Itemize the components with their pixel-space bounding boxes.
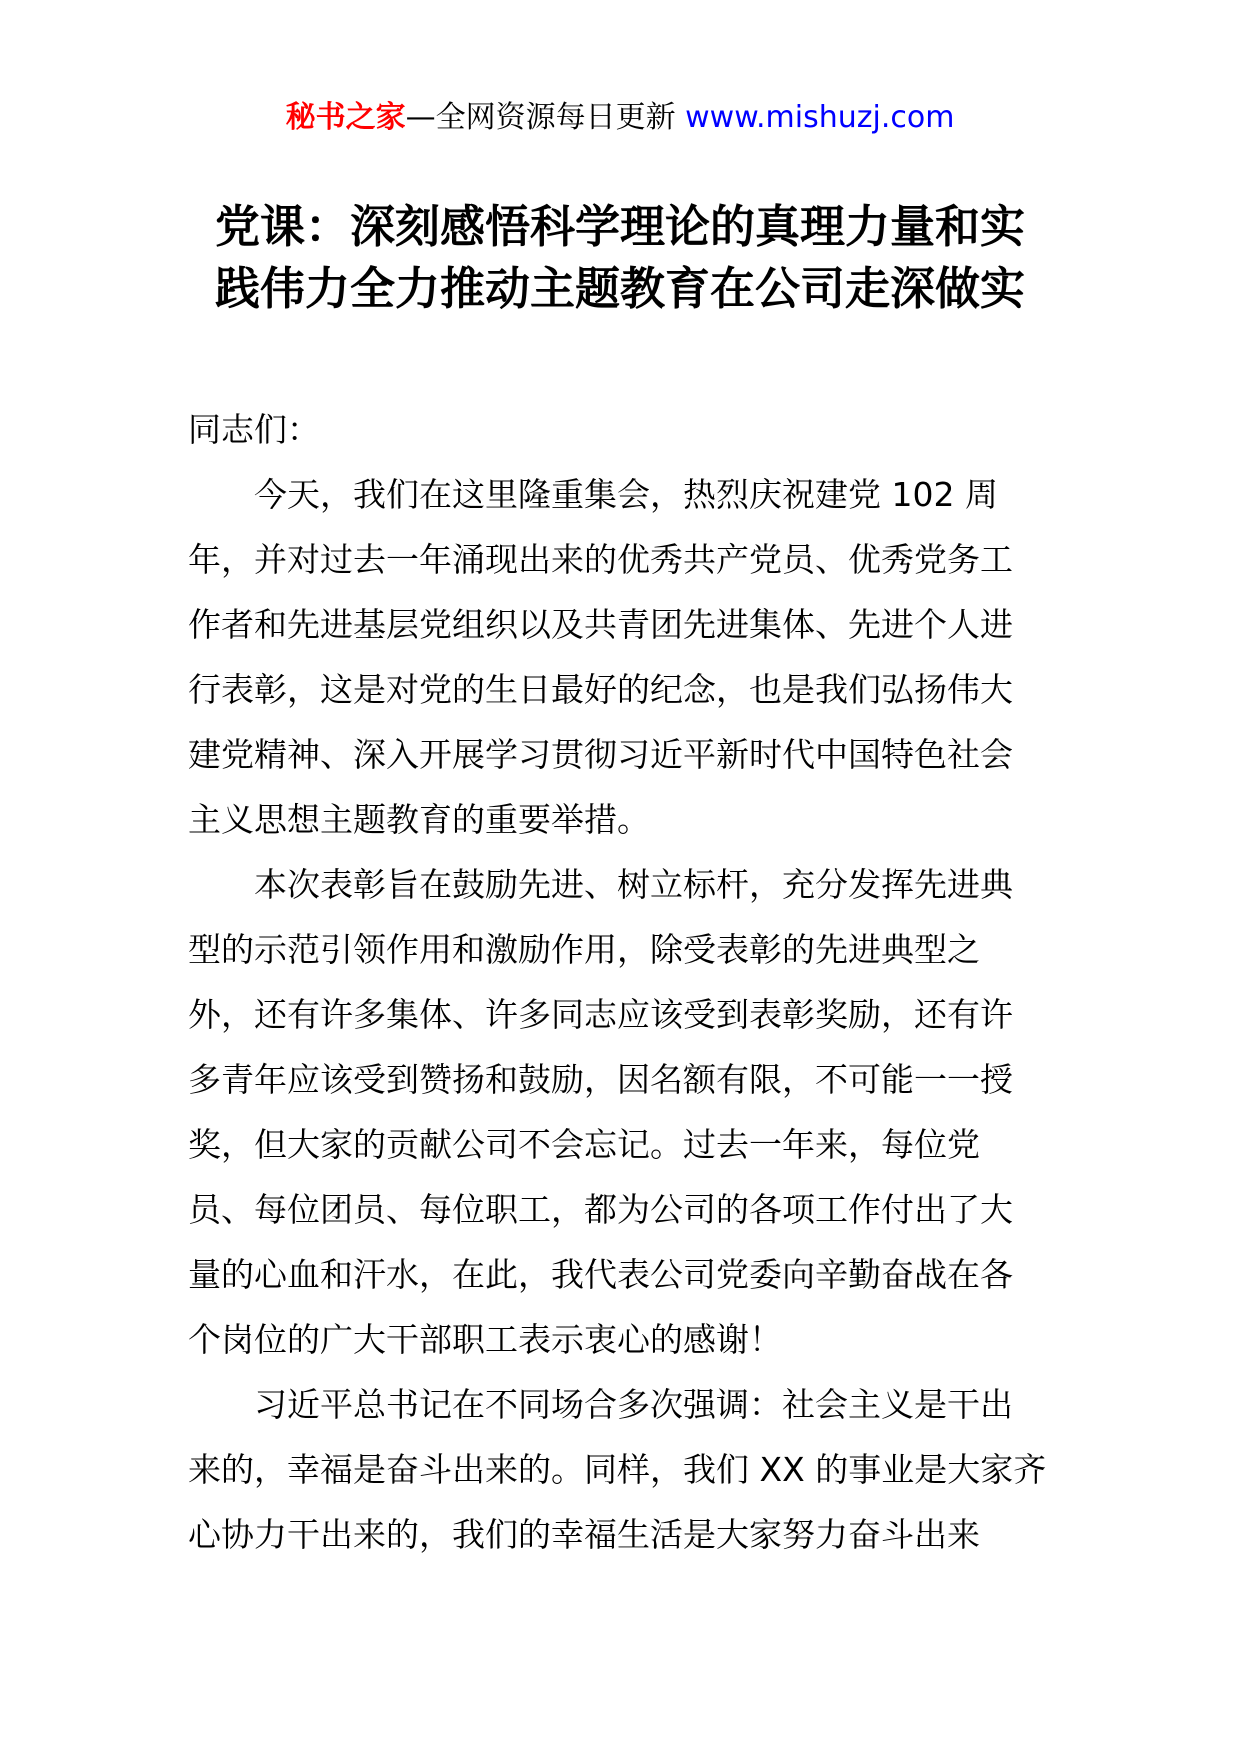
header-tagline: —全网资源每日更新 [405, 100, 686, 135]
paragraph-line: 奖，但大家的贡献公司不会忘记。过去一年来，每位党 [188, 1125, 980, 1164]
paragraph-line: 个岗位的广大干部职工表示衷心的感谢！ [188, 1320, 782, 1359]
title-line: 践伟力全力推动主题教育在公司走深做实 [214, 262, 1025, 315]
paragraph-line: 型的示范引领作用和激励作用，除受表彰的先进典型之 [188, 930, 980, 969]
paragraph-line: 外，还有许多集体、许多同志应该受到表彰奖励，还有许 [188, 995, 1013, 1034]
paragraph-line: 年，并对过去一年涌现出来的优秀共产党员、优秀党务工 [188, 540, 1013, 579]
site-url-link[interactable]: www.mishuzj.com [685, 100, 955, 135]
paragraph-line: 习近平总书记在不同场合多次强调：社会主义是干出 [254, 1385, 1013, 1424]
salutation: 同志们： [188, 410, 320, 449]
paragraph-line: 今天，我们在这里隆重集会，热烈庆祝建党 102 周 [254, 475, 998, 514]
paragraph-line: 量的心血和汗水，在此，我代表公司党委向辛勤奋战在各 [188, 1255, 1013, 1294]
site-header [0, 98, 1240, 138]
brand-name: 秘书之家 [285, 100, 406, 135]
paragraph-line: 作者和先进基层党组织以及共青团先进集体、先进个人进 [188, 605, 1013, 644]
paragraph-line: 多青年应该受到赞扬和鼓励，因名额有限，不可能一一授 [188, 1060, 1013, 1099]
document-title [150, 196, 1090, 320]
paragraph-line: 员、每位团员、每位职工，都为公司的各项工作付出了大 [188, 1190, 1013, 1229]
paragraph-line: 心协力干出来的，我们的幸福生活是大家努力奋斗出来 [188, 1515, 980, 1554]
paragraph-line: 主义思想主题教育的重要举措。 [188, 800, 650, 839]
paragraph-line: 建党精神、深入开展学习贯彻习近平新时代中国特色社会 [188, 735, 1013, 774]
paragraph-line: 来的，幸福是奋斗出来的。同样，我们 XX 的事业是大家齐 [188, 1450, 1047, 1489]
paragraph-line: 本次表彰旨在鼓励先进、树立标杆，充分发挥先进典 [254, 865, 1013, 904]
title-line: 党课：深刻感悟科学理论的真理力量和实 [214, 200, 1025, 253]
paragraph-line: 行表彰，这是对党的生日最好的纪念，也是我们弘扬伟大 [188, 670, 1013, 709]
document-body [188, 397, 1058, 1567]
